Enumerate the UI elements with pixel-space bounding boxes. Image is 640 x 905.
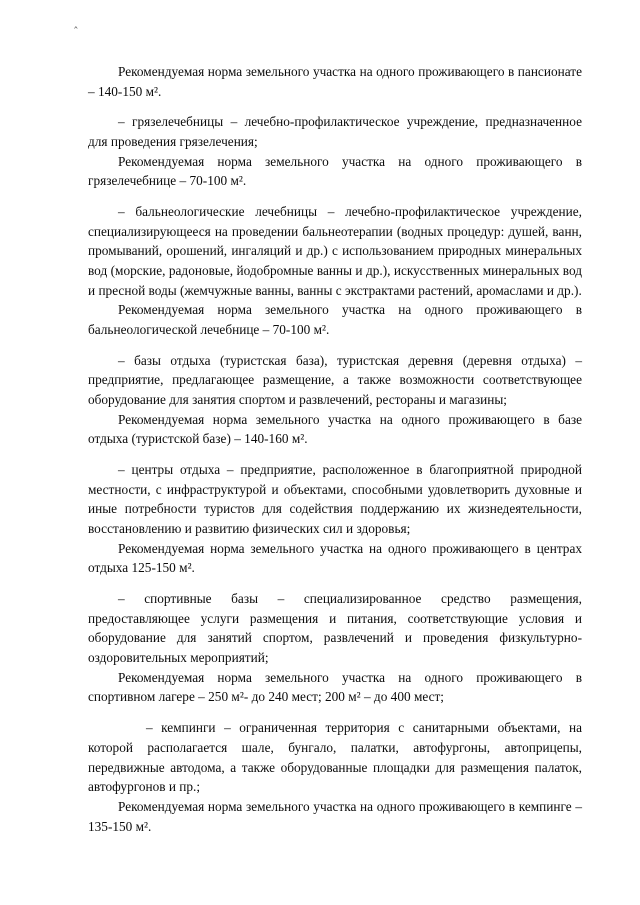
margin-mark: ‸ (74, 17, 78, 29)
paragraph: – грязелечебницы – лечебно-профилактическое учреждение, предназначенное для проведения грязелечения; (88, 114, 582, 150)
paragraph: Рекомендуемая норма земельного участка на одного проживающего в бальнеологической лечебнице – 70-100 м². (88, 302, 582, 338)
paragraph: Рекомендуемая норма земельного участка на одного проживающего в центрах отдыха 125-150 м². (88, 540, 582, 576)
paragraph: – центры отдыха – предприятие, расположенное в благоприятной природной местности, с инфраструктурой и объектами, способными удовлетворить духовные и иные потребности туристов для содействия поддержанию их жизнедеятельности, восстановлению и развитию физических сил и здоровья; (88, 462, 582, 537)
paragraph: – базы отдыха (туристская база), туристская деревня (деревня отдыха) – предприятие, предлагающее размещение, а также возможности соответствующее оборудование для занятия спортом и развлечений, рестораны и магазины; (88, 352, 582, 408)
paragraph: Рекомендуемая норма земельного участка на одного проживающего в спортивном лагере – 250 м²- до 240 мест; 200 м² – до 400 мест; (88, 669, 582, 705)
paragraph: Рекомендуемая норма земельного участка на одного проживающего в базе отдыха (туристской базе) – 140-160 м². (88, 411, 582, 447)
paragraph: Рекомендуемая норма земельного участка на одного проживающего в кемпинге – 135-150 м². (88, 798, 582, 834)
paragraph: – кемпинги – ограниченная территория с санитарными объектами, на которой располагается шале, бунгало, палатки, автофургоны, автоприцепы, передвижные автодома, а также оборудованные площадки для размещения палаток, автофургонов и пр.; (88, 720, 582, 795)
document-body (88, 62, 582, 836)
paragraph: – спортивные базы – специализированное средство размещения, предоставляющее услуги размещения и питания, соответствующие условия и оборудование для занятий спортом, развлечений и проведения физкультурно-оздоровительных мероприятий; (88, 591, 582, 666)
paragraph: Рекомендуемая норма земельного участка на одного проживающего в пансионате – 140-150 м². (88, 64, 582, 99)
paragraph: – бальнеологические лечебницы – лечебно-профилактическое учреждение, специализирующееся на проведении бальнеотерапии (водных процедур: душей, ванн, промываний, орошений, ингаляций и др.) с использованием природных минеральных вод (морские, радоновые, йодобромные ванны и др.), искусственных минеральных вод и пресной воды (жемчужные ванны, ванны с экстрактами растений, аромаслами и др.). (88, 204, 582, 298)
paragraph: Рекомендуемая норма земельного участка на одного проживающего в грязелечебнице – 70-100 м². (88, 153, 582, 189)
